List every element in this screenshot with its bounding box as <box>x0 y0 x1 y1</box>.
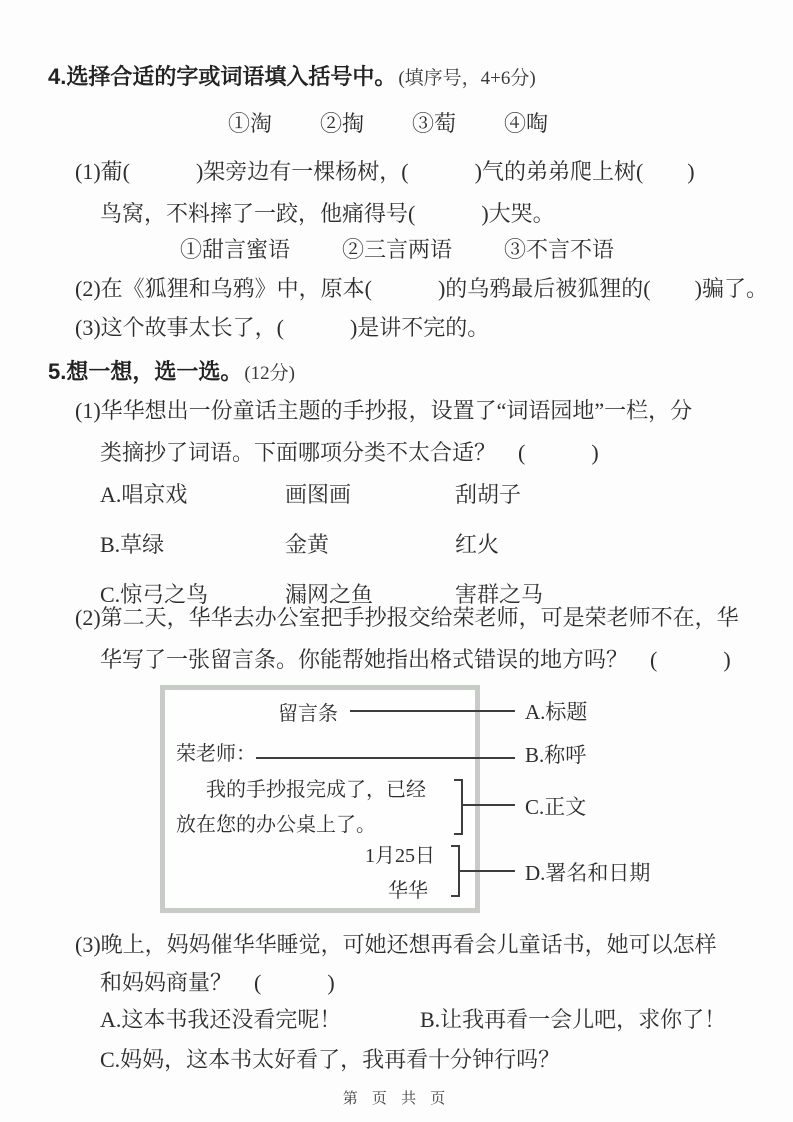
question-4-title: 4.选择合适的字或词语填入括号中。 <box>48 64 397 89</box>
connector-line-a <box>350 710 515 712</box>
q5-sub1-line2: 类摘抄了词语。下面哪项分类不太合适？ ( ) <box>100 440 599 465</box>
q4-char-option-2: ②掏 <box>320 111 365 136</box>
signature-bracket <box>451 845 460 897</box>
page-footer: 第 页 共 页 <box>342 1090 451 1107</box>
note-body-line2: 放在您的办公桌上了。 <box>176 814 376 836</box>
q5-sub1-b-word3: 红火 <box>455 532 500 557</box>
connector-line-b <box>256 757 515 759</box>
q5-sub1-b-word2: 金黄 <box>285 532 330 557</box>
q5-sub3-options-ab-row <box>100 1003 726 1034</box>
note-body-line1: 我的手抄报完成了，已经 <box>206 779 426 801</box>
q4-item1-line1: (1)葡( )架旁边有一棵杨树，( )气的弟弟爬上树( ) <box>75 159 695 184</box>
q5-sub1-option-row-a <box>100 478 543 509</box>
note-label-d: D.署名和日期 <box>525 861 651 885</box>
q5-sub3-option-b: B.让我再看一会儿吧，求你了！ <box>420 1007 727 1032</box>
note-date: 1月25日 <box>365 845 435 867</box>
connector-line-d <box>460 870 515 872</box>
q4-item1-line2: 鸟窝，不料摔了一跤，他痛得号( )大哭。 <box>100 201 555 226</box>
q5-sub1-c-word2: 漏网之鱼 <box>285 582 374 607</box>
q5-sub3-line1: (3)晚上，妈妈催华华睡觉，可她还想再看会儿童话书，她可以怎样 <box>75 932 717 957</box>
q4-char-option-4: ④啕 <box>504 111 549 136</box>
question-4-heading <box>48 60 536 91</box>
q5-sub1-b-word1: B.草绿 <box>100 532 165 557</box>
q5-sub3-line2: 和妈妈商量？ ( ) <box>100 970 335 995</box>
note-salutation: 荣老师： <box>176 743 256 765</box>
q5-sub3-option-c: C.妈妈，这本书太好看了，我再看十分钟行吗？ <box>100 1047 561 1072</box>
question-4-score-note: (填序号，4+6分) <box>398 68 536 89</box>
q4-word-option-3: ③不言不语 <box>504 237 615 262</box>
q5-sub3-option-a: A.这本书我还没看完呢！ <box>100 1007 342 1032</box>
note-title: 留言条 <box>278 703 338 725</box>
q4-char-option-3: ③萄 <box>412 111 457 136</box>
question-5-heading <box>48 355 295 386</box>
question-5-title: 5.想一想，选一选。 <box>48 359 243 384</box>
q4-word-option-2: ②三言两语 <box>342 237 453 262</box>
note-signature: 华华 <box>388 880 428 902</box>
note-label-c: C.正文 <box>525 795 587 819</box>
note-label-a: A.标题 <box>525 700 588 724</box>
q4-item2: (2)在《狐狸和乌鸦》中，原本( )的乌鸦最后被狐狸的( )骗了。 <box>75 276 768 301</box>
q4-word-option-1: ①甜言蜜语 <box>180 237 291 262</box>
q4-word-options-row <box>180 233 614 264</box>
connector-line-c <box>463 804 515 806</box>
q5-sub1-option-row-b <box>100 528 543 559</box>
q5-sub1-a-word1: A.唱京戏 <box>100 482 188 507</box>
q5-sub1-c-word3: 害群之马 <box>455 582 544 607</box>
q5-sub2-line1: (2)第二天，华华去办公室把手抄报交给荣老师，可是荣老师不在，华 <box>75 605 739 630</box>
q4-char-option-1: ①淘 <box>228 111 273 136</box>
q5-sub2-line2: 华写了一张留言条。你能帮她指出格式错误的地方吗？ ( ) <box>100 647 731 672</box>
question-5-score-note: (12分) <box>244 363 296 384</box>
note-diagram <box>160 681 780 918</box>
body-bracket <box>454 779 463 835</box>
q5-sub1-c-word1: C.惊弓之鸟 <box>100 582 209 607</box>
q4-character-options-row <box>228 107 548 138</box>
q4-item3: (3)这个故事太长了，( )是讲不完的。 <box>75 315 490 340</box>
q5-sub1-a-word3: 刮胡子 <box>455 482 522 507</box>
q5-sub1-line1: (1)华华想出一份童话主题的手抄报，设置了“词语园地”一栏，分 <box>75 398 693 423</box>
q5-sub1-a-word2: 画图画 <box>285 482 352 507</box>
note-label-b: B.称呼 <box>525 743 587 767</box>
